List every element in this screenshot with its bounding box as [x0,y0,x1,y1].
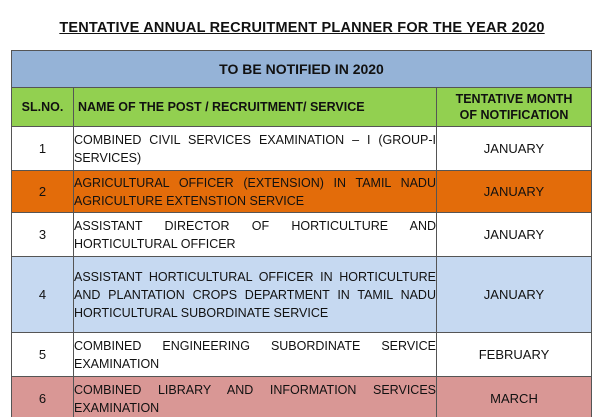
row-sl-no: 5 [12,333,74,377]
row-sl-no: 2 [12,171,74,213]
table-row [12,377,592,417]
row-month: JANUARY [437,257,592,333]
row-sl-no: 4 [12,257,74,333]
header-month-line2: OF NOTIFICATION [459,108,569,122]
row-post-name: COMBINED LIBRARY AND INFORMATION SERVICES EXAMINATION [74,377,437,417]
row-post-name: AGRICULTURAL OFFICER (EXTENSION) IN TAMIL NADU AGRICULTURE EXTENSTION SERVICE [74,171,437,213]
header-sl-no: SL.NO. [12,88,74,127]
recruitment-table [11,50,592,417]
row-month: JANUARY [437,213,592,257]
row-post-name: COMBINED CIVIL SERVICES EXAMINATION – I (GROUP-I SERVICES) [74,127,437,171]
table-banner: TO BE NOTIFIED IN 2020 [12,51,592,88]
row-month: JANUARY [437,171,592,213]
row-sl-no: 1 [12,127,74,171]
row-sl-no: 6 [12,377,74,417]
table-row [12,213,592,257]
row-post-name: COMBINED ENGINEERING SUBORDINATE SERVICE EXAMINATION [74,333,437,377]
table-row [12,171,592,213]
row-sl-no: 3 [12,213,74,257]
table-header-row [12,88,592,127]
table-row [12,333,592,377]
row-post-name: ASSISTANT HORTICULTURAL OFFICER IN HORTICULTURE AND PLANTATION CROPS DEPARTMENT IN TAMIL NADU HORTICULTURAL SUBORDINATE SERVICE [74,257,437,333]
header-month-line1: TENTATIVE MONTH [455,92,573,106]
page-title: TENTATIVE ANNUAL RECRUITMENT PLANNER FOR THE YEAR 2020 [59,20,545,36]
header-tentative-month [437,88,592,127]
row-month: FEBRUARY [437,333,592,377]
row-month: MARCH [437,377,592,417]
table-row [12,257,592,333]
header-post-name: NAME OF THE POST / RECRUITMENT/ SERVICE [74,88,437,127]
row-month: JANUARY [437,127,592,171]
table-row [12,127,592,171]
row-post-name: ASSISTANT DIRECTOR OF HORTICULTURE AND HORTICULTURAL OFFICER [74,213,437,257]
